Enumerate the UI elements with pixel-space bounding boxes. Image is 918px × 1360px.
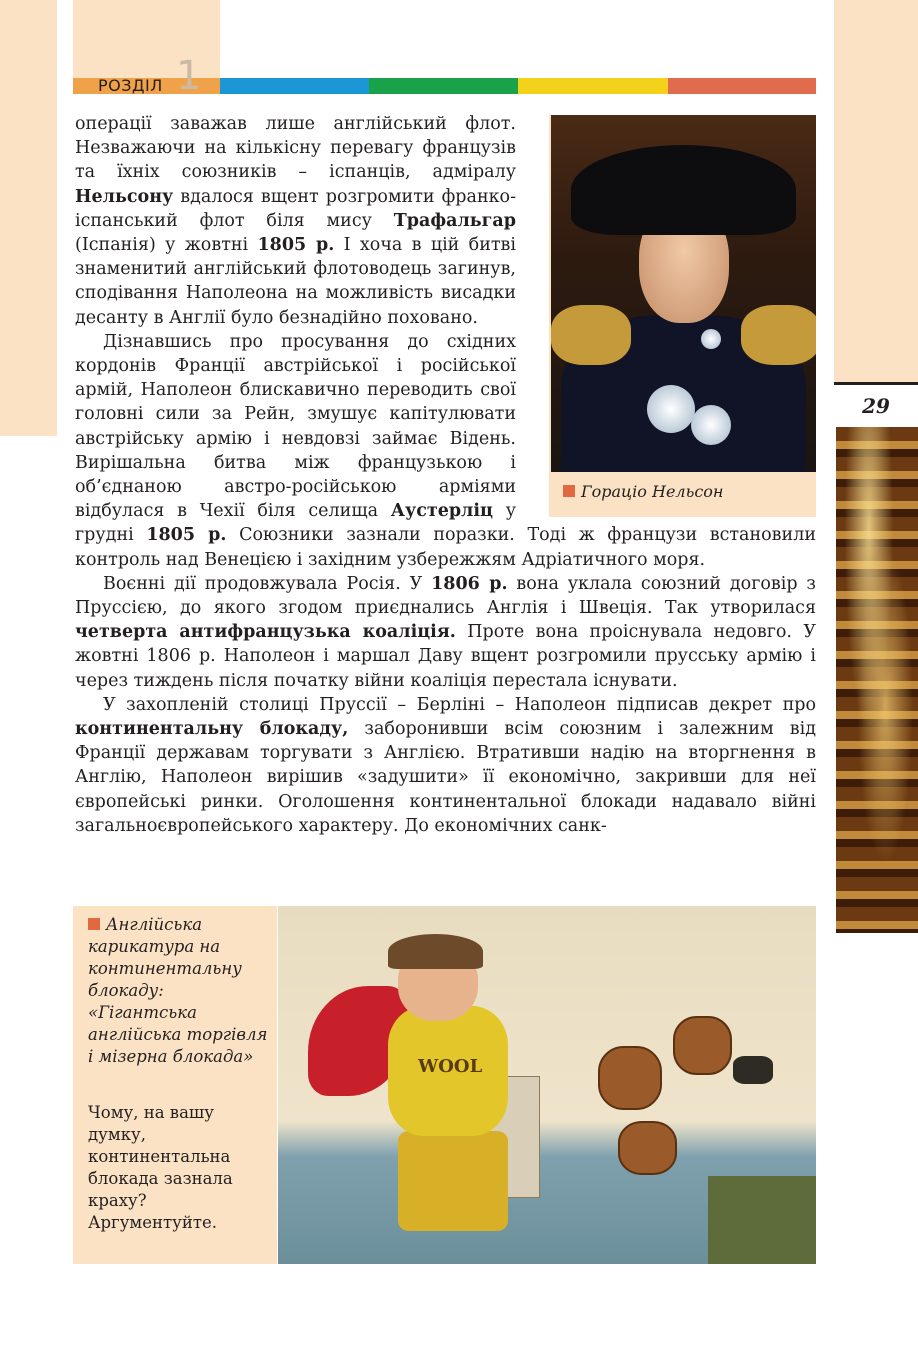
color-bar-red [668, 78, 816, 94]
cartoon-rock [708, 1176, 816, 1264]
cartoon-barrel [598, 1046, 662, 1110]
blockade-cartoon-image [278, 906, 816, 1264]
text-run: Союзники зазнали поразки. Тоді ж французи встановили контроль над Венецією і західним узбережжям Адріатичного моря. [75, 525, 816, 570]
text-run: Проте вона проіснувала недовго. У жовтні 1806 р. Наполеон і маршал Даву вщент розгромили прусську армію і через тиждень після початку війни коаліція перестала існувати. [75, 622, 816, 691]
paragraph [75, 693, 816, 838]
text-run: у грудні [75, 501, 516, 546]
cartoon-barrel [618, 1121, 677, 1175]
bold-term: 1806 р. [431, 573, 508, 594]
text-run: У захопленій столиці Пруссії – Берліні – Наполеон підписав декрет про [103, 694, 816, 715]
cartoon-caption-text: Англійська карикатура на континентальну блокаду: «Гігантська англійська торгівля і мізерна блокада» [88, 915, 268, 1066]
section-number: 1 [176, 53, 202, 99]
bold-term: 1805 р. [257, 235, 335, 256]
color-bar-blue [220, 78, 369, 94]
left-margin-tab [0, 0, 57, 436]
cartoon-legs [398, 1131, 508, 1231]
text-run: операції заважав лише англійський флот. Незважаючи на кількісну перевагу французів та їхніх союзників – іспанців, адміралу [75, 114, 516, 183]
text-run: Воєнні дії продовжувала Росія. У [103, 573, 432, 594]
cartoon-figure-hat [388, 934, 483, 969]
cartoon-caption [88, 914, 268, 1068]
text-run: (Іспанія) у жовтні [75, 235, 258, 256]
decorative-side-image [836, 427, 918, 933]
page-number-rule [834, 382, 918, 385]
text-run: вдалося вщент розгромити франко-іспанський флот біля мису [75, 186, 516, 231]
bold-term: Аустерліц [390, 501, 493, 522]
caption-marker-icon [88, 918, 100, 930]
bold-term: Нельсону [75, 186, 174, 207]
section-label: РОЗДІЛ [98, 76, 163, 95]
portrait-placeholder [534, 112, 816, 516]
bold-term: континентальну блокаду, [75, 719, 349, 740]
page-number: 29 [862, 394, 890, 418]
paragraph [75, 572, 816, 693]
bold-term: четверта антифранцузька коаліція. [75, 622, 456, 643]
bold-term: Трафальгар [393, 210, 516, 231]
cartoon-bottle [733, 1056, 773, 1084]
text-run: Дізнавшись про просування до східних кордонів Франції австрійської і російської армій, Наполеон блискавично переводить свої головні сили за Рейн, змушує капітулювати австрійську армію і невдовзі займає Відень. Вирішальна битва між французькою і об’єднаною австро-російською арміями відбулася в Чехії біля селища [75, 331, 516, 522]
color-bar-yellow [518, 78, 668, 94]
color-bar-green [369, 78, 518, 94]
right-margin-tab [834, 0, 918, 384]
cartoon-question: Чому, на вашу думку, континентальна блокада зазнала краху? Аргументуйте. [88, 1103, 233, 1232]
text-run: заборонивши всім союзним і залежним від Франції державам торгувати з Англією. Втративши надію на вторгнення в Англію, Наполеон вирішив «задушити» її економічно, закривши для неї європейські ринки. Оголошення континентальної блокади надавало війні загальноєвропейського характеру. До економічних санк- [75, 719, 816, 836]
text-run: вона уклала союзний договір з Пруссією, до якого згодом приєднались Англія і Швеція. Так утворилася [75, 573, 816, 619]
portrait-caption-text: Гораціо Нельсон [581, 482, 724, 501]
cartoon-barrel [673, 1016, 732, 1075]
text-run: І хоча в цій битві знаменитий англійський флотоводець загинув, сподівання Наполеона на можливість висадки десанту в Англії було безнадійно поховано. [75, 235, 516, 328]
cartoon-wool-label: WOOL [418, 1056, 483, 1077]
bold-term: 1805 р. [146, 525, 227, 546]
main-text [75, 112, 816, 838]
